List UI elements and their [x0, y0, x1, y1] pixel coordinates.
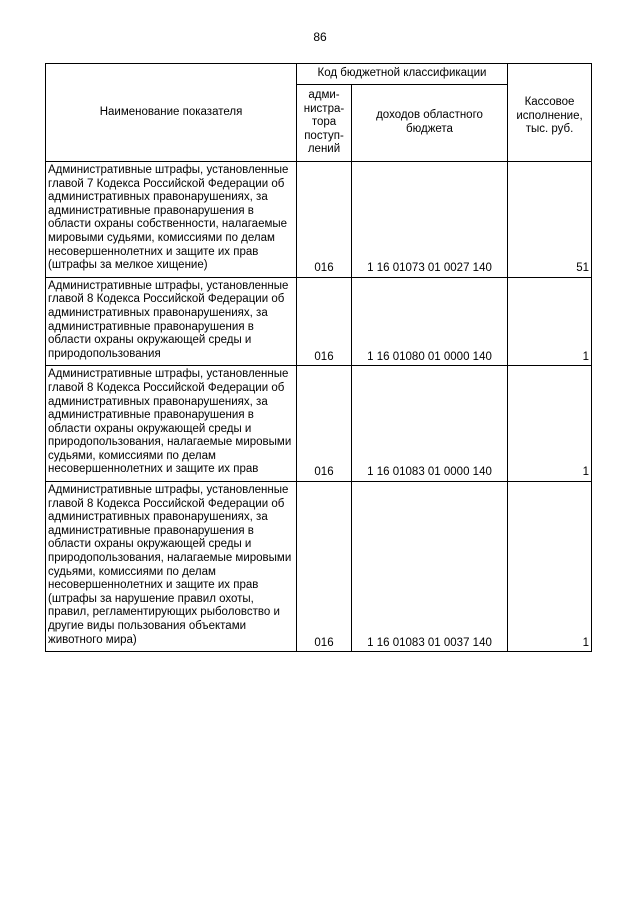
header-revenue-code: доходов областного бюджета: [352, 85, 508, 162]
header-row-1: [46, 64, 592, 85]
table-row: [46, 482, 592, 652]
header-cash-execution: Кассовое исполнение, тыс. руб.: [508, 64, 592, 162]
header-bk-code: Код бюджетной классификации: [297, 64, 508, 85]
budget-table: [45, 63, 592, 652]
revenue-code-cell: 1 16 01083 01 0000 140: [352, 366, 508, 482]
admin-code-cell: 016: [297, 366, 352, 482]
admin-code-cell: 016: [297, 162, 352, 278]
revenue-code-cell: 1 16 01083 01 0037 140: [352, 482, 508, 652]
admin-code-cell: 016: [297, 482, 352, 652]
admin-code-cell: 016: [297, 277, 352, 366]
page-number: 86: [313, 30, 327, 44]
cash-value-cell: 51: [508, 162, 592, 278]
indicator-name-cell: Административные штрафы, установленные главой 8 Кодекса Российской Федерации об административных правонарушениях, за административные правонарушения в области охраны окружающей среды и природопользования: [46, 277, 297, 366]
revenue-code-cell: 1 16 01073 01 0027 140: [352, 162, 508, 278]
indicator-name-cell: Административные штрафы, установленные главой 7 Кодекса Российской Федерации об административных правонарушениях, за административные правонарушения в области охраны собственности, налагаемые мировыми судьями, комиссиями по делам несовершеннолетних и защите их прав (штрафы за мелкое хищение): [46, 162, 297, 278]
header-indicator-name: Наименование показателя: [46, 64, 297, 162]
indicator-name-cell: Административные штрафы, установленные главой 8 Кодекса Российской Федерации об административных правонарушениях, за административные правонарушения в области охраны окружающей среды и природопользования, налагаемые мировыми судьями, комиссиями по делам несовершеннолетних и защите их прав: [46, 366, 297, 482]
cash-value-cell: 1: [508, 482, 592, 652]
table-row: [46, 162, 592, 278]
cash-value-cell: 1: [508, 277, 592, 366]
cash-value-cell: 1: [508, 366, 592, 482]
indicator-name-cell: Административные штрафы, установленные главой 8 Кодекса Российской Федерации об административных правонарушениях, за административные правонарушения в области охраны окружающей среды и природопользования, налагаемые мировыми судьями, комиссиями по делам несовершеннолетних и защите их прав (штрафы за нарушение правил охоты, правил, регламентирующих рыболовство и другие виды пользования объектами животного мира): [46, 482, 297, 652]
table-row: [46, 366, 592, 482]
header-admin-code: адми-ниcтра-тора поступ-лений: [297, 85, 352, 162]
table-row: [46, 277, 592, 366]
revenue-code-cell: 1 16 01080 01 0000 140: [352, 277, 508, 366]
